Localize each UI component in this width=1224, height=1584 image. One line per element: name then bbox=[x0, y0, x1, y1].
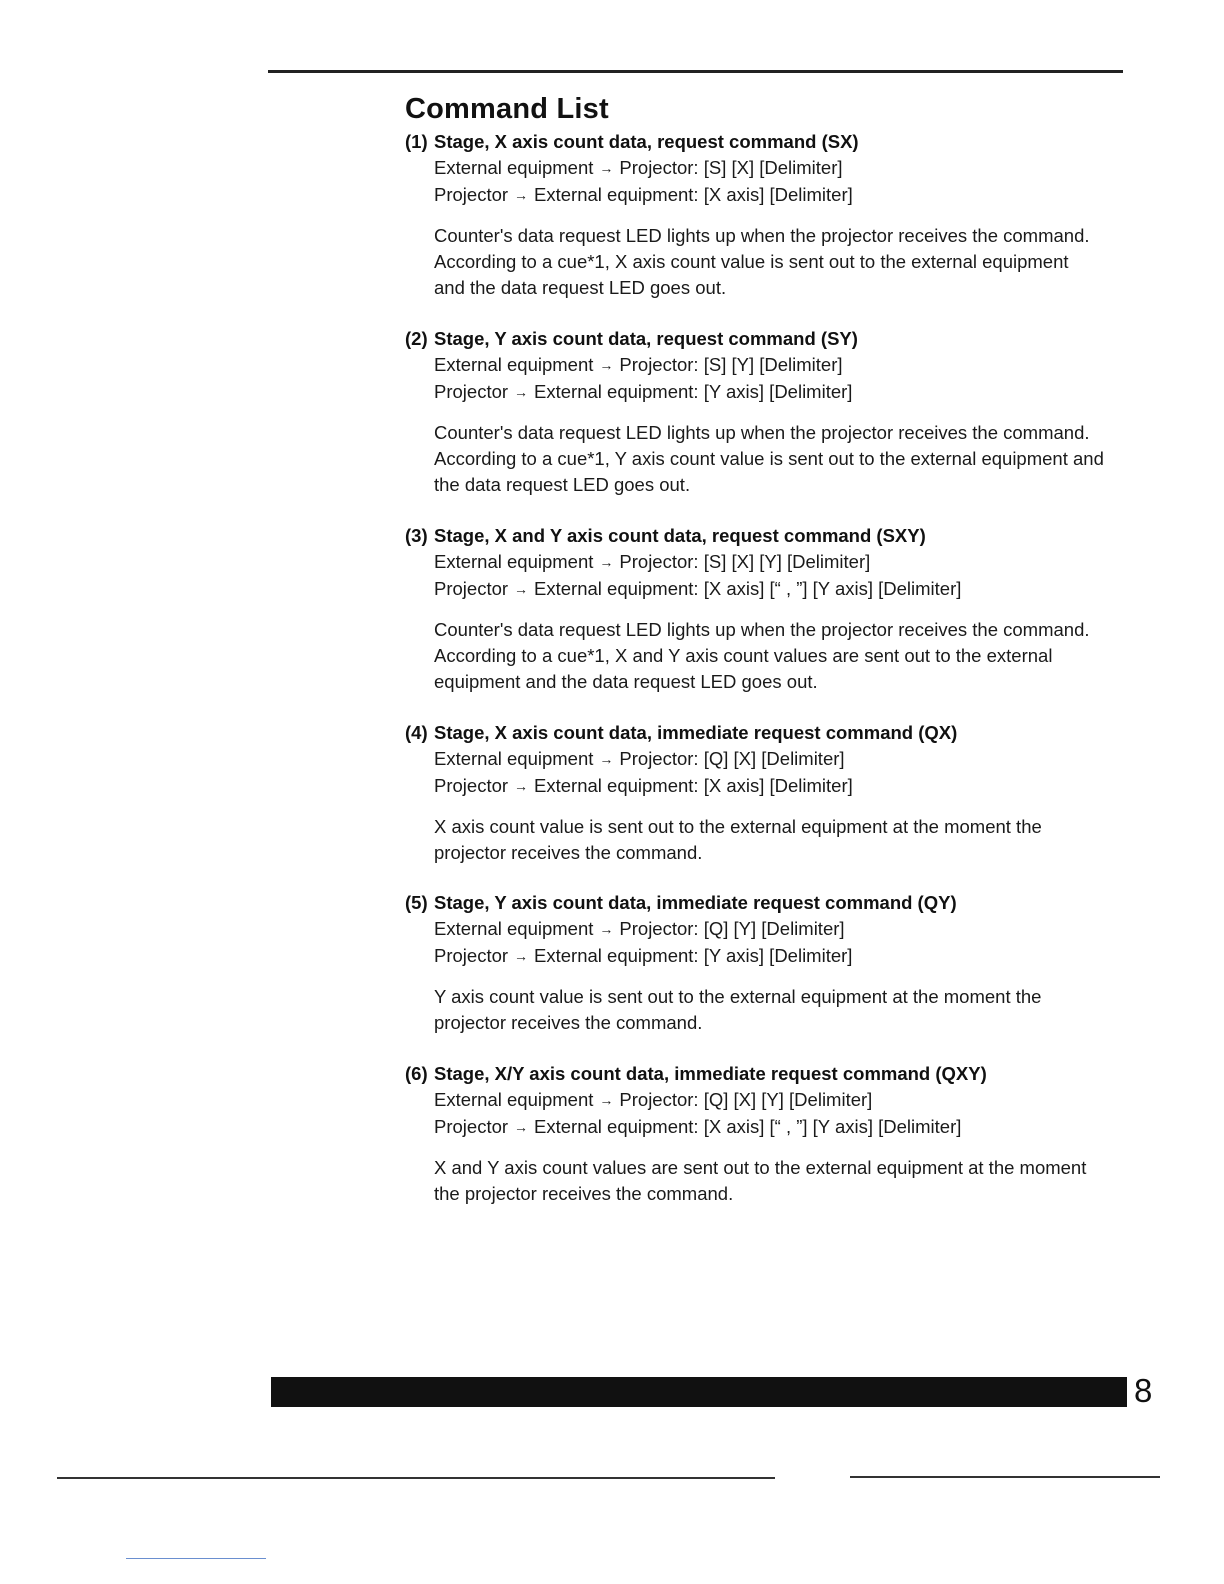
source-label: Projector bbox=[434, 775, 509, 796]
command-section-sx bbox=[405, 129, 1115, 301]
command-section-sy bbox=[405, 326, 1115, 498]
command-section-qy bbox=[405, 890, 1115, 1036]
source-label: Projector bbox=[434, 578, 509, 599]
right-arrow-icon: → bbox=[599, 751, 614, 767]
right-arrow-icon: → bbox=[514, 187, 529, 203]
command-format: Projector: [Q] [Y] [Delimiter] bbox=[619, 918, 845, 939]
source-label: External equipment bbox=[434, 354, 594, 375]
source-label: Projector bbox=[434, 1116, 509, 1137]
section-heading bbox=[405, 1061, 1115, 1087]
right-arrow-icon: → bbox=[599, 554, 614, 570]
section-heading bbox=[405, 326, 1115, 352]
section-number: (5) bbox=[405, 892, 428, 913]
right-arrow-icon: → bbox=[599, 1092, 614, 1108]
right-arrow-icon: → bbox=[599, 357, 614, 373]
section-description: Counter's data request LED lights up when the projector receives the command. According to a cue*1, X axis count value is sent out to the external equipment and the data request LED goes out. bbox=[434, 225, 1090, 298]
right-arrow-icon: → bbox=[514, 948, 529, 964]
page-title: Command List bbox=[405, 93, 609, 125]
top-rule bbox=[268, 70, 1123, 73]
section-title: Stage, Y axis count data, request command (SY) bbox=[434, 328, 858, 349]
section-description: X and Y axis count values are sent out to the external equipment at the moment the projector receives the command. bbox=[434, 1157, 1087, 1204]
page-number: 8 bbox=[1134, 1372, 1153, 1409]
section-number: (4) bbox=[405, 722, 428, 743]
source-label: Projector bbox=[434, 381, 509, 402]
command-format: Projector: [Q] [X] [Delimiter] bbox=[619, 748, 845, 769]
input-command-line bbox=[434, 1087, 1115, 1114]
response-format: External equipment: [X axis] [“ , ”] [Y axis] [Delimiter] bbox=[534, 1116, 962, 1137]
source-label: External equipment bbox=[434, 551, 594, 572]
command-format: Projector: [S] [X] [Delimiter] bbox=[619, 157, 843, 178]
section-number: (3) bbox=[405, 525, 428, 546]
section-heading bbox=[405, 129, 1115, 155]
section-description: Counter's data request LED lights up when the projector receives the command. According to a cue*1, Y axis count value is sent out to the external equipment and the data request LED goes out. bbox=[434, 422, 1104, 495]
section-number: (1) bbox=[405, 131, 428, 152]
footer-bar bbox=[271, 1377, 1127, 1407]
right-arrow-icon: → bbox=[514, 384, 529, 400]
source-label: External equipment bbox=[434, 157, 594, 178]
section-description: Counter's data request LED lights up when the projector receives the command. According to a cue*1, X and Y axis count values are sent out to the external equipment and the data request LED goes out. bbox=[434, 619, 1090, 692]
section-heading bbox=[405, 523, 1115, 549]
command-format: Projector: [Q] [X] [Y] [Delimiter] bbox=[619, 1089, 873, 1110]
section-description: X axis count value is sent out to the external equipment at the moment the projector receives the command. bbox=[434, 816, 1042, 863]
input-command-line bbox=[434, 746, 1115, 773]
section-title: Stage, X axis count data, immediate request command (QX) bbox=[434, 722, 958, 743]
output-command-line bbox=[434, 379, 1115, 406]
section-title: Stage, Y axis count data, immediate request command (QY) bbox=[434, 892, 957, 913]
source-label: External equipment bbox=[434, 1089, 594, 1110]
source-label: Projector bbox=[434, 945, 509, 966]
right-arrow-icon: → bbox=[514, 778, 529, 794]
command-section-sxy bbox=[405, 523, 1115, 695]
output-command-line bbox=[434, 576, 1115, 603]
response-format: External equipment: [X axis] [Delimiter] bbox=[534, 775, 853, 796]
output-command-line bbox=[434, 1114, 1115, 1141]
right-arrow-icon: → bbox=[514, 581, 529, 597]
right-arrow-icon: → bbox=[514, 1119, 529, 1135]
output-command-line bbox=[434, 182, 1115, 209]
right-arrow-icon: → bbox=[599, 921, 614, 937]
source-label: Projector bbox=[434, 184, 509, 205]
command-format: Projector: [S] [Y] [Delimiter] bbox=[619, 354, 843, 375]
response-format: External equipment: [Y axis] [Delimiter] bbox=[534, 381, 853, 402]
command-section-qxy bbox=[405, 1061, 1115, 1207]
footer-rule-right bbox=[850, 1476, 1160, 1478]
section-number: (6) bbox=[405, 1063, 428, 1084]
response-format: External equipment: [X axis] [“ , ”] [Y axis] [Delimiter] bbox=[534, 578, 962, 599]
footer-rule-accent bbox=[126, 1558, 266, 1559]
section-title: Stage, X axis count data, request command (SX) bbox=[434, 131, 859, 152]
response-format: External equipment: [Y axis] [Delimiter] bbox=[534, 945, 853, 966]
section-heading bbox=[405, 890, 1115, 916]
input-command-line bbox=[434, 352, 1115, 379]
output-command-line bbox=[434, 773, 1115, 800]
response-format: External equipment: [X axis] [Delimiter] bbox=[534, 184, 853, 205]
section-title: Stage, X and Y axis count data, request command (SXY) bbox=[434, 525, 926, 546]
source-label: External equipment bbox=[434, 918, 594, 939]
input-command-line bbox=[434, 155, 1115, 182]
command-format: Projector: [S] [X] [Y] [Delimiter] bbox=[619, 551, 871, 572]
command-section-qx bbox=[405, 720, 1115, 866]
input-command-line bbox=[434, 916, 1115, 943]
section-heading bbox=[405, 720, 1115, 746]
input-command-line bbox=[434, 549, 1115, 576]
section-title: Stage, X/Y axis count data, immediate request command (QXY) bbox=[434, 1063, 987, 1084]
section-number: (2) bbox=[405, 328, 428, 349]
section-description: Y axis count value is sent out to the external equipment at the moment the projector receives the command. bbox=[434, 986, 1042, 1033]
footer-rule-left bbox=[57, 1477, 775, 1479]
source-label: External equipment bbox=[434, 748, 594, 769]
output-command-line bbox=[434, 943, 1115, 970]
right-arrow-icon: → bbox=[599, 160, 614, 176]
